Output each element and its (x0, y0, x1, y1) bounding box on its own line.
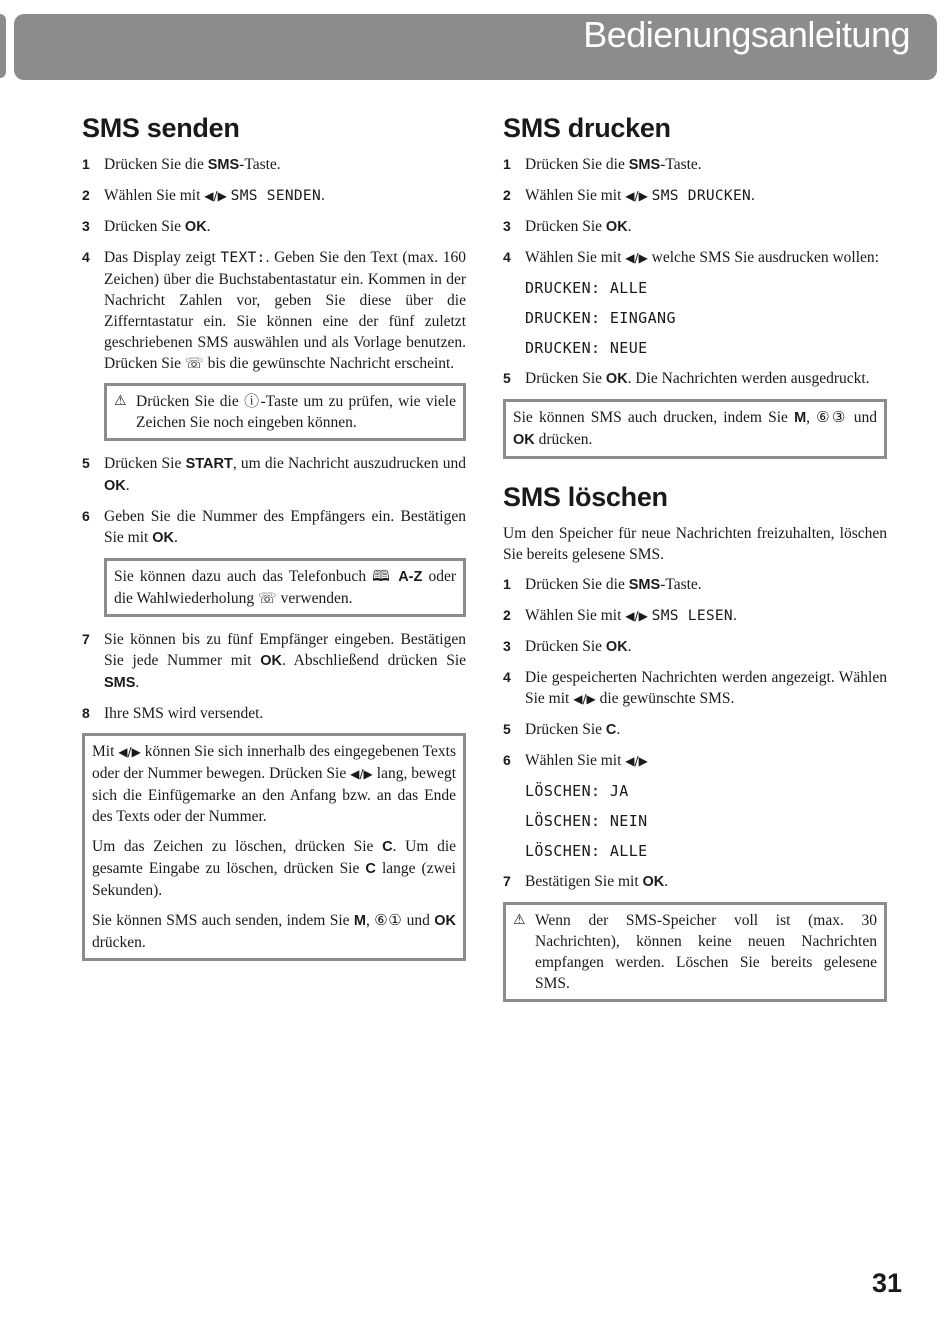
info-box-print-shortcut: Sie können SMS auch drucken, indem Sie M, ⑥③ und OK drücken. (503, 399, 887, 459)
warning-icon: ⚠ (513, 912, 526, 928)
delete-step-3: 3 Drücken Sie OK. (503, 638, 632, 655)
display-option: DRUCKEN: EINGANG (525, 309, 676, 327)
warning-box-char-count: ⚠ Drücken Sie die ⓘ-Taste um zu prüfen, wie viele Zeichen Sie noch eingeben können. (104, 383, 466, 441)
page-number: 31 (871, 1268, 902, 1298)
print-step-2: 2 Wählen Sie mit ◀/▶ SMS DRUCKEN. (503, 187, 755, 204)
delete-step-5: 5 Drücken Sie C. (503, 721, 621, 738)
print-step-3: 3 Drücken Sie OK. (503, 218, 632, 235)
display-option: DRUCKEN: NEUE (525, 339, 648, 357)
print-step-1: 1 Drücken Sie die SMS-Taste. (503, 156, 702, 173)
key-sequence-icon: ⑥① (374, 911, 403, 929)
note-box-editing: Mit ◀/▶ können Sie sich innerhalb des eingegebenen Texts oder der Nummer bewegen. Drücken Sie ◀/▶ lang, bewegt sich die Einfügemarke an den Anfang bzw. an das Ende des Texts oder der Nummer. Um das Zeichen zu löschen, drücken Sie C. Um die gesamte Eingabe zu löschen, drücken Sie C lange (zwei Sekunden). Sie können SMS auch senden, indem Sie M, ⑥① und OK drücken. (82, 733, 466, 961)
arrow-keys-icon: ◀/▶ (573, 692, 596, 706)
send-step-7: 7 Sie können bis zu fünf Empfänger eingeben. Bestätigen Sie jede Nummer mit OK. Abschließend drücken Sie SMS. (82, 631, 467, 691)
print-step-4: 4 Wählen Sie mit ◀/▶ welche SMS Sie ausdrucken wollen: (503, 249, 879, 266)
section-title-sms-loeschen: SMS löschen (503, 482, 668, 512)
phonebook-icon: 🕮 (372, 567, 393, 585)
display-option: LÖSCHEN: NEIN (525, 812, 648, 830)
redial-icon: ☏ (257, 589, 277, 607)
arrow-keys-icon: ◀/▶ (625, 251, 648, 265)
send-step-1: 1 Drücken Sie die SMS-Taste. (82, 156, 281, 173)
delete-step-2: 2 Wählen Sie mit ◀/▶ SMS LESEN. (503, 607, 737, 624)
delete-step-1: 1 Drücken Sie die SMS-Taste. (503, 576, 702, 593)
delete-intro: Um den Speicher für neue Nachrichten freizuhalten, löschen Sie bereits gelesene SMS. (503, 525, 887, 563)
display-option: LÖSCHEN: ALLE (525, 842, 648, 860)
key-sequence-icon: ⑥③ (816, 408, 848, 426)
send-step-6: 6 Geben Sie die Nummer des Empfängers ein. Bestätigen Sie mit OK. (82, 508, 466, 546)
arrow-keys-icon: ◀/▶ (625, 609, 648, 623)
display-option: LÖSCHEN: JA (525, 782, 629, 800)
display-option: DRUCKEN: ALLE (525, 279, 648, 297)
arrow-keys-icon: ◀/▶ (625, 754, 648, 768)
page-header-title: Bedienungsanleitung (583, 14, 910, 55)
send-step-3: 3 Drücken Sie OK. (82, 218, 211, 235)
column-left (82, 110, 466, 973)
arrow-keys-icon: ◀/▶ (118, 745, 141, 759)
warning-box-memory-full: ⚠ Wenn der SMS-Speicher voll ist (max. 30 Nachrichten), können keine neuen Nachrichten empfangen werden. Löschen Sie bereits gelesene SMS. (503, 902, 887, 1002)
delete-step-7: 7 Bestätigen Sie mit OK. (503, 873, 669, 890)
send-step-5: 5 Drücken Sie START, um die Nachricht auszudrucken und OK. (82, 455, 467, 494)
print-step-5: 5 Drücken Sie OK. Die Nachrichten werden ausgedruckt. (503, 370, 870, 387)
send-step-4: 4 Das Display zeigt TEXT:. Geben Sie den Text (max. 160 Zeichen) über die Buchstabentastatur ein. Kommen in der Nachricht Zahlen vor, geben Sie diese über die Zifferntastatur ein. Sie können eine der fünf zuletzt geschriebenen SMS auswählen und als Vorlage benutzen. Drücken Sie ☏ bis die gewünschte Nachricht erscheint. (82, 249, 466, 372)
delete-step-6: 6 Wählen Sie mit ◀/▶ (503, 752, 648, 769)
column-right (503, 110, 887, 1014)
redial-icon: ☏ (184, 354, 204, 372)
info-key-icon: ⓘ (244, 392, 261, 410)
section-title-sms-drucken: SMS drucken (503, 113, 671, 143)
send-step-2: 2 Wählen Sie mit ◀/▶ SMS SENDEN. (82, 187, 325, 204)
info-box-phonebook: Sie können dazu auch das Telefonbuch 🕮 A-Z oder die Wahlwiederholung ☏ verwenden. (104, 558, 466, 617)
send-step-8: 8 Ihre SMS wird versendet. (82, 705, 264, 722)
section-title-sms-senden: SMS senden (82, 113, 240, 143)
arrow-keys-icon: ◀/▶ (625, 189, 648, 203)
header-side-tab (0, 14, 6, 78)
delete-step-4: 4 Die gespeicherten Nachrichten werden angezeigt. Wählen Sie mit ◀/▶ die gewünschte SMS. (503, 669, 887, 707)
arrow-keys-icon: ◀/▶ (204, 189, 227, 203)
warning-icon: ⚠ (114, 393, 127, 409)
arrow-keys-icon: ◀/▶ (350, 767, 373, 781)
